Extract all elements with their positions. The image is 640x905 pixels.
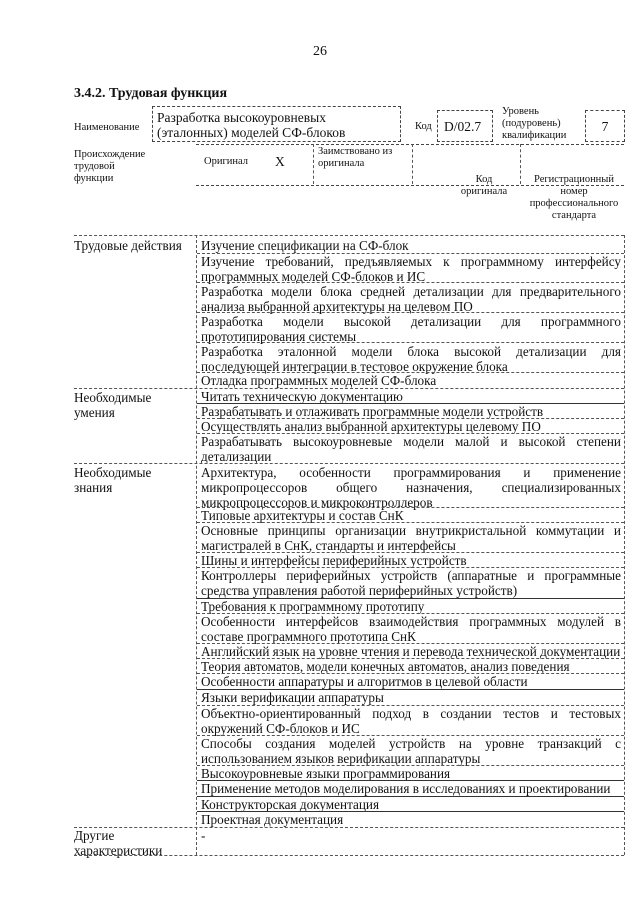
skill-item: Разрабатывать высокоуровневые модели малой и высокой степени детализации	[201, 434, 621, 465]
knowledge-item: Контроллеры периферийных устройств (аппаратные и программные средства управления работой периферийных устройств)	[201, 568, 621, 599]
code-orig-divider	[520, 144, 521, 184]
knowledge-item: Проектная документация	[201, 812, 344, 827]
table-column-divider	[196, 235, 197, 855]
knowledge-item: Архитектура, особенности программирования и применение микропроцессоров общего назначения, специализированных микропроцессоров и микроконтроллеров	[201, 465, 621, 511]
level-value: 7	[601, 119, 609, 134]
orig-code-label: Код оригинала	[460, 174, 508, 197]
row-separator	[197, 282, 624, 283]
origin-divider	[313, 144, 314, 184]
other-value: -	[201, 828, 206, 843]
function-name-box	[152, 106, 401, 142]
knowledge-item: Типовые архитектуры и состав СнК	[201, 508, 404, 523]
knowledge-item: Конструкторская документация	[201, 797, 380, 812]
original-mark: X	[275, 154, 285, 169]
origin-label: Происхождение трудовой функции	[74, 149, 146, 184]
skill-item: Осуществлять анализ выбранной архитектуры целевому ПО	[201, 419, 541, 434]
labor-action-item: Разработка модели высокой детализации для программного прототипирования системы	[201, 314, 621, 345]
skill-item: Читать техническую документацию	[201, 389, 403, 404]
table-top-line	[74, 235, 624, 236]
row-separator	[197, 342, 624, 343]
borrowed-divider	[412, 144, 413, 184]
table-right-edge	[624, 235, 625, 855]
page-number: 26	[313, 44, 327, 59]
knowledge-item: Шины и интерфейсы периферийных устройств	[201, 553, 467, 568]
knowledge-item: Объектно-ориентированный подход в создании тестов и тестовых окружений СФ-блоков и ИС	[201, 706, 621, 737]
name-label: Наименование	[74, 122, 140, 133]
reg-number-label: Регистрационный номер профессионального стандарта	[529, 174, 619, 221]
knowledge-item: Английский язык на уровне чтения и перевода технической документации	[201, 644, 621, 659]
code-label: Код	[415, 121, 432, 132]
knowledge-item: Основные принципы организации внутрикристальной коммутации и магистралей в СнК, стандарты и интерфейсы	[201, 523, 621, 554]
labor-action-item: Изучение требований, предъявляемых к программному интерфейсу программных моделей СФ-блоков и ИС	[201, 254, 621, 285]
knowledge-item: Применение методов моделирования в исследованиях и проектировании	[201, 781, 611, 796]
level-box	[585, 110, 625, 142]
knowledge-label: Необходимые знания	[74, 465, 152, 496]
knowledge-item: Теория автоматов, модели конечных автоматов, анализ поведения	[201, 659, 570, 674]
knowledge-item: Высокоуровневые языки программирования	[201, 766, 451, 781]
other-label: Другие характеристики	[74, 828, 163, 859]
original-label: Оригинал	[204, 156, 248, 167]
knowledge-item: Требования к программному прототипу	[201, 599, 425, 614]
labor-action-item: Изучение спецификации на СФ-блок	[201, 238, 409, 253]
borrowed-label: Заимствовано из оригинала	[318, 146, 393, 169]
knowledge-item: Способы создания моделей устройств на уровне транзакций с использованием языков верификации аппаратуры	[201, 736, 621, 767]
function-name-value: Разработка высокоуровневых (эталонных) моделей СФ-блоков	[157, 110, 346, 140]
knowledge-item: Особенности аппаратуры и алгоритмов в целевой области	[201, 674, 528, 689]
labor-actions-label: Трудовые действия	[74, 238, 182, 253]
skill-item: Разрабатывать и отлаживать программные модели устройств	[201, 404, 544, 419]
labor-action-item: Отладка программных моделей СФ-блока	[201, 373, 437, 388]
code-value: D/02.7	[444, 119, 482, 134]
row-separator	[197, 312, 624, 313]
table-bottom-line	[74, 855, 624, 856]
skills-label: Необходимые умения	[74, 390, 152, 421]
section-title: 3.4.2. Трудовая функция	[74, 86, 228, 101]
knowledge-item: Особенности интерфейсов взаимодействия программных модулей в составе программного прототипа СнК	[201, 614, 621, 645]
labor-action-item: Разработка модели блока средней детализации для предварительного анализа выбранной архитектуры на целевом ПО	[201, 284, 621, 315]
code-box	[437, 110, 493, 142]
section-separator	[74, 463, 624, 464]
knowledge-item: Языки верификации аппаратуры	[201, 690, 384, 705]
labor-action-item: Разработка эталонной модели блока высокой детализации для последующей интеграции в тестовое окружение блока	[201, 344, 621, 375]
level-label: Уровень (подуровень) квалификации	[502, 106, 567, 141]
